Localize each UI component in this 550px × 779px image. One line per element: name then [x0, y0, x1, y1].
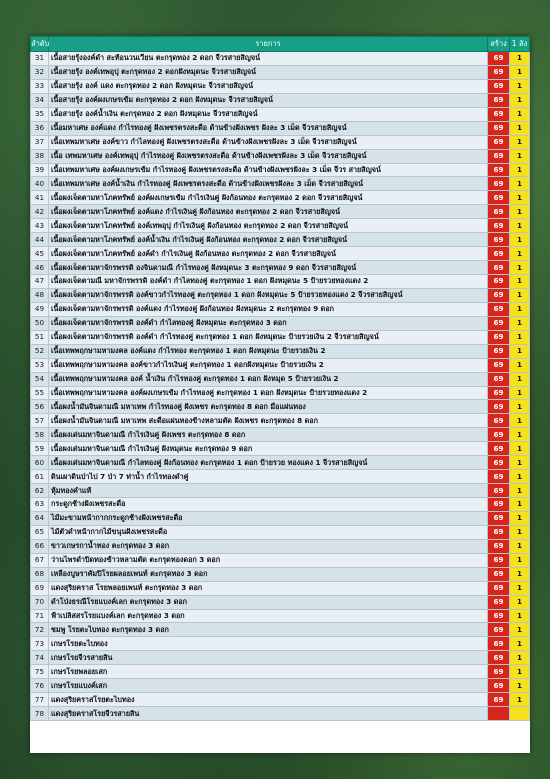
table-row — [31, 386, 530, 400]
row-qty: 1 — [510, 233, 530, 247]
table-row — [31, 107, 530, 121]
row-price: 69 — [488, 177, 510, 191]
row-price: 69 — [488, 637, 510, 651]
row-item-name: ดินเผาดินป่าไป 7 ป่า 7 ท่าน้ำ กำไรทองดำคู่ — [49, 470, 488, 484]
table-row — [31, 261, 530, 275]
row-qty: 1 — [510, 330, 530, 344]
row-number: 71 — [31, 609, 49, 623]
row-price: 69 — [488, 609, 510, 623]
row-number: 65 — [31, 525, 49, 539]
table-row — [31, 470, 530, 484]
row-item-name: เนื้อเทพพฤกษามหามงคล องค์ผงเกษรเข้ม กำไรทองคู่ ตะกรุดทอง 1 ดอก ฝังหมุดนะ ป้ายรวยทองแดง 2 — [49, 386, 488, 400]
table-row — [31, 525, 530, 539]
row-qty — [510, 707, 530, 721]
row-item-name: เกษรโรยพลอยเสก — [49, 665, 488, 679]
row-price: 69 — [488, 623, 510, 637]
row-number: 34 — [31, 93, 49, 107]
row-price: 69 — [488, 428, 510, 442]
row-item-name: เหลืองบูษราคัมปิโรยผลอยเพนท์ ตะกรุดทอง 3 ดอก — [49, 567, 488, 581]
row-number: 67 — [31, 553, 49, 567]
row-number: 47 — [31, 275, 49, 289]
row-item-name: เนื้อผงเจ็ดตามหาจักรพรรดิ องค์แดง กำไรทองคู่ ฝังก้อนทอง ฝังหมุดนะ 2 ตะกรุดทอง 9 ดอก — [49, 302, 488, 316]
row-number: 43 — [31, 219, 49, 233]
row-qty: 1 — [510, 65, 530, 79]
table-row — [31, 484, 530, 498]
table-row — [31, 65, 530, 79]
row-price: 69 — [488, 525, 510, 539]
row-price: 69 — [488, 121, 510, 135]
row-price: 69 — [488, 135, 510, 149]
table-row — [31, 651, 530, 665]
row-qty: 1 — [510, 442, 530, 456]
row-qty: 1 — [510, 93, 530, 107]
row-number: 58 — [31, 428, 49, 442]
row-price: 69 — [488, 65, 510, 79]
header-item: รายการ — [49, 37, 488, 52]
table-row — [31, 233, 530, 247]
row-qty: 1 — [510, 121, 530, 135]
row-item-name: กระดูกช้างฝังเพชรสะดือ — [49, 498, 488, 512]
table-body — [31, 52, 530, 721]
row-item-name: ไม้มะขามหน้ากากกระดูกช้างฝังเพชรสะดือ — [49, 511, 488, 525]
row-number: 77 — [31, 693, 49, 707]
header-no: ลำดับ — [31, 37, 49, 52]
row-qty: 1 — [510, 219, 530, 233]
row-qty: 1 — [510, 400, 530, 414]
row-qty: 1 — [510, 275, 530, 289]
row-number: 68 — [31, 567, 49, 581]
table-row — [31, 302, 530, 316]
row-qty: 1 — [510, 191, 530, 205]
row-item-name: เนื้อผงน้ำมันจินดามณี มหาเทพ สะดือแผ่นทองข้างหลามตัด ฝังเพชร ตะกรุดทอง 8 ดอก — [49, 414, 488, 428]
row-price: 69 — [488, 79, 510, 93]
row-item-name: เนื้อผงเจ็ดตามหาโภคทรัพย์ องค์เทพอุปุ กำไรเงินคู่ ฝังก้อนทอง ตะกรุดทอง 2 ดอก จีวรสายสิญจน์ — [49, 219, 488, 233]
row-item-name: เนื้อผงเด่นมหาจินดามณี กำไรเงินคู่ ฝังเพชร ตะกรุดทอง 8 ดอก — [49, 428, 488, 442]
row-price: 69 — [488, 386, 510, 400]
row-price: 69 — [488, 679, 510, 693]
row-qty: 1 — [510, 595, 530, 609]
row-item-name: เนื้อสายรุ้งองค์ดำ สะท้อนวนเวียน ตะกรุดทอง 2 ดอก จีวรสายสิญจน์ — [49, 52, 488, 66]
table-row — [31, 553, 530, 567]
row-price: 69 — [488, 330, 510, 344]
row-price: 69 — [488, 511, 510, 525]
row-price: 69 — [488, 288, 510, 302]
row-item-name: ดำโป่งธรณีโรยแบงค์เลก ตะกรุดทอง 3 ดอก — [49, 595, 488, 609]
row-price: 69 — [488, 358, 510, 372]
price-list-sheet — [30, 36, 530, 753]
row-item-name: ไม้ตัวดำหน้ากากไม้ขนุนฝังเพชรสะดือ — [49, 525, 488, 539]
table-row — [31, 93, 530, 107]
row-item-name: เนื้อมหาเศษ องค์แดง กำไรทองคู่ ฝังเพชรตรงสะดือ ด้านข้างฝังเพชร ฝังละ 3 เม็ด จีวรสายสิญจน์ — [49, 121, 488, 135]
table-row — [31, 121, 530, 135]
row-item-name: เนื้อผงเจ็ดตามหาจักรพรรดิ องค์ดำ กำไลทองคู่ ฝังหมุดนะ ตะกรุดทอง 3 ดอก — [49, 316, 488, 330]
row-qty: 1 — [510, 316, 530, 330]
row-qty: 1 — [510, 567, 530, 581]
table-row — [31, 511, 530, 525]
table-row — [31, 191, 530, 205]
row-number: 64 — [31, 511, 49, 525]
table-row — [31, 372, 530, 386]
row-qty: 1 — [510, 609, 530, 623]
row-price: 69 — [488, 191, 510, 205]
table-row — [31, 344, 530, 358]
row-number: 70 — [31, 595, 49, 609]
table-row — [31, 693, 530, 707]
row-price: 69 — [488, 539, 510, 553]
row-price: 69 — [488, 233, 510, 247]
row-price: 69 — [488, 442, 510, 456]
row-item-name: แดงสุริยคราส โรยพลอยเพนท์ ตะกรุดทอง 3 ดอก — [49, 581, 488, 595]
row-number: 44 — [31, 233, 49, 247]
row-price: 69 — [488, 372, 510, 386]
row-number: 52 — [31, 344, 49, 358]
row-item-name: เนื้อสายรุ้ง องค์น้ำเงิน ตะกรุดทอง 2 ดอก ฝังหมุดนะ จีวรสายสิญจน์ — [49, 107, 488, 121]
row-price: 69 — [488, 651, 510, 665]
row-price: 69 — [488, 484, 510, 498]
row-item-name: เนื้อผงเจ็ดตามหาโภคทรัพย์ องค์น้ำเงิน กำไรเงินคู่ ฝังก้อนทอง ตะกรุดทอง 2 ดอก จีวรสายสิญจน์ — [49, 233, 488, 247]
table-row — [31, 247, 530, 261]
table-row — [31, 442, 530, 456]
row-item-name: เนื้อ เทพมหาเศษ องค์เทพอุปุ กำไรทองคู่ ฝังเพชรตรงสะดือ ด้านข้างฝังเพชรฝังละ 3 เม็ด จีวรสายสิญจน์ — [49, 149, 488, 163]
table-row — [31, 679, 530, 693]
row-price: 69 — [488, 275, 510, 289]
table-row — [31, 456, 530, 470]
row-number: 54 — [31, 372, 49, 386]
row-qty: 1 — [510, 358, 530, 372]
row-number: 73 — [31, 637, 49, 651]
row-price: 69 — [488, 567, 510, 581]
row-item-name: เนื้อผงเด่นมหาจินดามณี กำไลทองคู่ ฝังก้อนทอง ตะกรุดทอง 1 ดอก ป้ายรวย ทองแดง 1 จีวรสายสิญจน์ — [49, 456, 488, 470]
row-qty: 1 — [510, 665, 530, 679]
row-price: 69 — [488, 247, 510, 261]
row-price: 69 — [488, 316, 510, 330]
row-price: 69 — [488, 52, 510, 66]
table-row — [31, 498, 530, 512]
row-number: 50 — [31, 316, 49, 330]
row-qty: 1 — [510, 484, 530, 498]
row-qty: 1 — [510, 428, 530, 442]
table-row — [31, 219, 530, 233]
row-item-name: เนื้อผงเด่นมหาจินดามณี กำไรเงินคู่ ฝังหมุดนะ ตะกรุดทอง 9 ดอก — [49, 442, 488, 456]
row-price: 69 — [488, 414, 510, 428]
table-row — [31, 567, 530, 581]
row-qty: 1 — [510, 470, 530, 484]
row-qty: 1 — [510, 553, 530, 567]
row-number: 40 — [31, 177, 49, 191]
row-number: 72 — [31, 623, 49, 637]
table-row — [31, 623, 530, 637]
row-qty: 1 — [510, 344, 530, 358]
row-item-name: เนื้อผงเจ็ดตามหาจักรพรรดิ องค์ขาวกำไรทองคู่ ตะกรุดทอง 1 ดอก ฝังหมุดนะ 5 ป้ายรวยทองแดง 2 จีวรสายสิญจน์ — [49, 288, 488, 302]
row-price: 69 — [488, 595, 510, 609]
row-number: 76 — [31, 679, 49, 693]
row-item-name: ชมพู โรยตะไบทอง ตะกรุดทอง 3 ดอก — [49, 623, 488, 637]
table-header-row — [31, 37, 530, 52]
row-number: 57 — [31, 414, 49, 428]
row-number: 55 — [31, 386, 49, 400]
row-number: 32 — [31, 65, 49, 79]
row-qty: 1 — [510, 302, 530, 316]
row-price: 69 — [488, 665, 510, 679]
row-item-name: เนื้อสายรุ้ง องค์ผงเกษรเข้ม ตะกรุดทอง 2 ดอก ฝังหมุดนะ จีวรสายสิญจน์ — [49, 93, 488, 107]
row-item-name: เกษรโรยตะไบทอง — [49, 637, 488, 651]
row-number: 38 — [31, 149, 49, 163]
row-number: 60 — [31, 456, 49, 470]
row-item-name: เกษรโรยจีวรสายสิน — [49, 651, 488, 665]
row-qty: 1 — [510, 261, 530, 275]
table-row — [31, 135, 530, 149]
row-number: 49 — [31, 302, 49, 316]
row-number: 31 — [31, 52, 49, 66]
row-qty: 1 — [510, 525, 530, 539]
row-qty: 1 — [510, 372, 530, 386]
table-row — [31, 665, 530, 679]
table-row — [31, 539, 530, 553]
header-price: สร้าง — [488, 37, 510, 52]
row-number: 39 — [31, 163, 49, 177]
table-row — [31, 414, 530, 428]
row-price: 69 — [488, 456, 510, 470]
table-row — [31, 707, 530, 721]
row-item-name: ฟ้าเปลิสสรโรยแบงค์เลก ตะกรุดทอง 3 ดอก — [49, 609, 488, 623]
row-price: 69 — [488, 400, 510, 414]
row-item-name: แดงสุริยคราสโรยตะไบทอง — [49, 693, 488, 707]
table-row — [31, 581, 530, 595]
row-number: 46 — [31, 261, 49, 275]
row-number: 75 — [31, 665, 49, 679]
row-number: 35 — [31, 107, 49, 121]
row-number: 74 — [31, 651, 49, 665]
row-qty: 1 — [510, 511, 530, 525]
row-item-name: เนื้อเทพพฤกษามหามงคล องค์ น้ำเงิน กำไรทองคู่ ตะกรุดทอง 1 ดอก ฝังหมุด 5 ป้ายรวยเงิน 2 — [49, 372, 488, 386]
row-item-name: เนื้อผงเจ็ดตามหาจักรพรรดิ องค์ดำ กำไรทองคู่ ตะกรุดทอง 1 ดอก ฝังหมุดนะ ป้ายรวยเงิน 2 จีวรสายสิญจน์ — [49, 330, 488, 344]
row-qty: 1 — [510, 651, 530, 665]
table-row — [31, 205, 530, 219]
row-price: 69 — [488, 107, 510, 121]
row-qty: 1 — [510, 79, 530, 93]
row-number: 41 — [31, 191, 49, 205]
row-item-name: เนื้อผงเจ็ดตามหาจักรพรรดิ องจินดามณี กำไรทองคู่ ฝังหมุดนะ 3 ตะกรุดทอง 9 ดอก จีวรสายสิญจน์ — [49, 261, 488, 275]
row-price: 69 — [488, 261, 510, 275]
table-row — [31, 275, 530, 289]
row-item-name: หุ้มทองคำแท้ — [49, 484, 488, 498]
row-item-name: เนื้อสายรุ้ง องค์เทพอุปุ ตะกรุดทอง 2 ดอกฝังหมุดนะ จีวรสายสิญจน์ — [49, 65, 488, 79]
row-qty: 1 — [510, 247, 530, 261]
table-row — [31, 637, 530, 651]
row-qty: 1 — [510, 205, 530, 219]
row-number: 62 — [31, 484, 49, 498]
row-qty: 1 — [510, 52, 530, 66]
row-price: 69 — [488, 149, 510, 163]
row-qty: 1 — [510, 679, 530, 693]
row-number: 48 — [31, 288, 49, 302]
row-price: 69 — [488, 344, 510, 358]
row-qty: 1 — [510, 177, 530, 191]
row-number: 59 — [31, 442, 49, 456]
row-item-name: เนื้อเทพมหาเศษ องค์น้ำเงิน กำไรทองคู่ ฝังเพชรตรงสะดือ ด้านข้างฝังเพชรฝังละ 3 เม็ด จีวรสายสิญจน์ — [49, 177, 488, 191]
row-item-name: แดงสุริยคราสโรยจีวรสายสิน — [49, 707, 488, 721]
table-row — [31, 358, 530, 372]
row-qty: 1 — [510, 386, 530, 400]
row-item-name: ว่านไพรดำปิดทองข้าวหลามตัด ตะกรุดทองดอก 3 ดอก — [49, 553, 488, 567]
table-row — [31, 316, 530, 330]
table-row — [31, 400, 530, 414]
row-qty: 1 — [510, 163, 530, 177]
table-row — [31, 79, 530, 93]
row-item-name: เนื้อเทพมหาเศษ องค์ขาว กำไลทองคู่ ฝังเพชรตรงสะดือ ด้านข้างฝังเพชรฝังละ 3 เม็ด จีวรสายสิญจน์ — [49, 135, 488, 149]
row-price: 69 — [488, 219, 510, 233]
row-qty: 1 — [510, 414, 530, 428]
row-qty: 1 — [510, 623, 530, 637]
row-qty: 1 — [510, 288, 530, 302]
row-number: 42 — [31, 205, 49, 219]
row-price: 69 — [488, 498, 510, 512]
row-number: 33 — [31, 79, 49, 93]
row-item-name: เนื้อเทพพฤกษามหามงคล องค์ขาวกำไรเงินคู่ ตะกรุดทอง 1 ดอกฝังหมุดนะ ป้ายรวยเงิน 2 — [49, 358, 488, 372]
row-number: 53 — [31, 358, 49, 372]
price-table — [30, 36, 530, 721]
row-number: 69 — [31, 581, 49, 595]
row-item-name: เนื้อผงเจ็ดตามหาโภคทรัพย์ องค์ผงเกษรเข้ม กำไรเงินคู่ ฝังก้อนทอง ตะกรุดทอง 2 ดอก จีวรสายสิญจน์ — [49, 191, 488, 205]
row-qty: 1 — [510, 107, 530, 121]
row-qty: 1 — [510, 498, 530, 512]
row-qty: 1 — [510, 135, 530, 149]
row-number: 66 — [31, 539, 49, 553]
row-item-name: เนื้อเทพพฤกษามหามงคล องค์แดง กำไรทอง ตะกรุดทอง 1 ดอก ฝังหมุดนะ ป้ายรวยเงิน 2 — [49, 344, 488, 358]
row-item-name: เนื้อผงน้ำมันจินดามณี มหาเทพ กำไรทองคู่ ฝังเพชร ตะกรุดทอง 8 ดอก มือแผ่นทอง — [49, 400, 488, 414]
table-row — [31, 330, 530, 344]
table-row — [31, 288, 530, 302]
row-price: 69 — [488, 163, 510, 177]
row-number: 61 — [31, 470, 49, 484]
row-number: 51 — [31, 330, 49, 344]
table-row — [31, 163, 530, 177]
row-qty: 1 — [510, 581, 530, 595]
row-qty: 1 — [510, 693, 530, 707]
row-price: 69 — [488, 302, 510, 316]
row-price: 69 — [488, 581, 510, 595]
row-price: 69 — [488, 470, 510, 484]
row-number: 36 — [31, 121, 49, 135]
row-item-name: เนื้อผงเจ็ดตามหาโภคทรัพย์ องค์แดง กำไรเงินคู่ ฝังก้อนทอง ตะกรุดทอง 2 ดอก จีวรสายสิญจน์ — [49, 205, 488, 219]
table-row — [31, 177, 530, 191]
row-item-name: ขาวเกษรกาน้ำทอง ตะกรุดทอง 3 ดอก — [49, 539, 488, 553]
row-price: 69 — [488, 205, 510, 219]
row-item-name: เนื้อเทพมหาเศษ องค์ผงเกษรเข้ม กำไรทองคู่ ฝังเพชรตรงสะดือ ด้านข้างฝังเพชรฝังละ 3 เม็ด จีวร สายสิญจน์ — [49, 163, 488, 177]
row-qty: 1 — [510, 149, 530, 163]
row-price: 69 — [488, 693, 510, 707]
row-number: 63 — [31, 498, 49, 512]
row-qty: 1 — [510, 637, 530, 651]
row-number: 78 — [31, 707, 49, 721]
table-row — [31, 149, 530, 163]
table-row — [31, 609, 530, 623]
row-item-name: เกษรโรยแบงค์เสก — [49, 679, 488, 693]
row-item-name: เนื้อสายรุ้ง องค์ แดง ตะกรุดทอง 2 ดอก ฝังหมุดนะ จีวรสายสิญจน์ — [49, 79, 488, 93]
row-number: 45 — [31, 247, 49, 261]
row-qty: 1 — [510, 456, 530, 470]
row-number: 37 — [31, 135, 49, 149]
table-row — [31, 428, 530, 442]
row-price — [488, 707, 510, 721]
table-row — [31, 52, 530, 66]
row-price: 69 — [488, 93, 510, 107]
row-number: 56 — [31, 400, 49, 414]
row-item-name: เนื้อผงเจ็ดตามณี มหาจักรพรรดิ องค์ดำ กำไลทองคู่ ตะกรุดทอง 1 ดอก ฝังหมุดนะ 5 ป้ายรวยทองแดง 2 — [49, 275, 488, 289]
table-row — [31, 595, 530, 609]
row-qty: 1 — [510, 539, 530, 553]
row-item-name: เนื้อผงเจ็ดตามหาโภคทรัพย์ องค์ดำ กำไรเงินคู่ ฝังก้อนทอง ตะกรุดทอง 2 ดอก จีวรสายสิญจน์ — [49, 247, 488, 261]
header-qty: 1 ลัง — [510, 37, 530, 52]
row-price: 69 — [488, 553, 510, 567]
